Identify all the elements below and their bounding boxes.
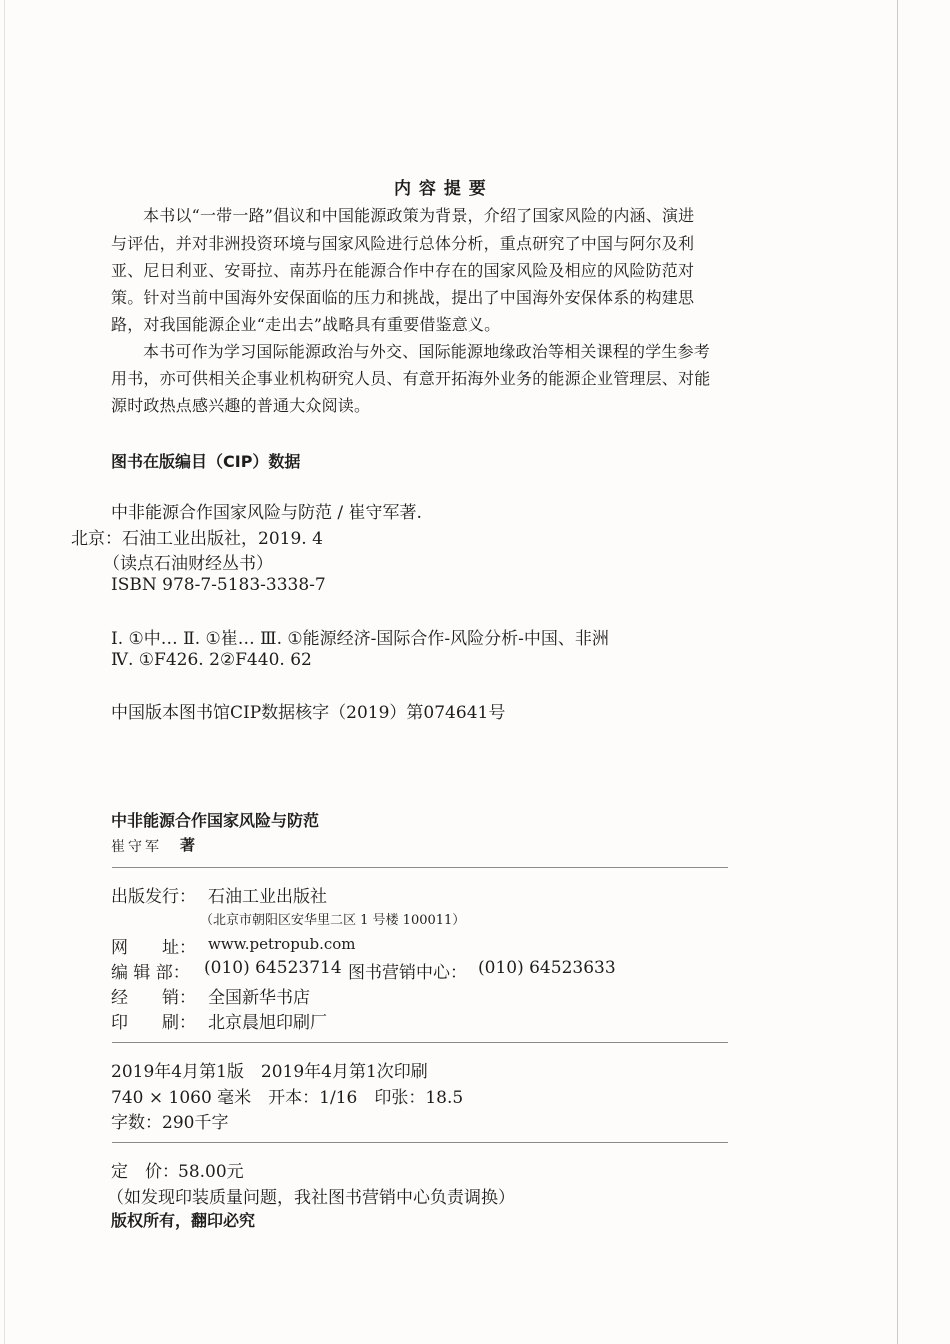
summary-p2-line-3: 源时政热点感兴趣的普通大众阅读。 [111,396,371,415]
divider-2 [112,1042,728,1043]
summary-title: 内 容 提 要 [394,179,487,199]
publisher-address: （北京市朝阳区安华里二区 1 号楼 100011） [200,913,466,928]
printer-value: 北京晨旭印刷厂 [208,1013,327,1033]
price-value: 58.00元 [178,1162,244,1182]
cip-approval: 中国版本图书馆CIP数据核字（2019）第074641号 [111,703,506,723]
quality-notice: （如发现印装质量问题，我社图书营销中心负责调换） [107,1188,515,1208]
scan-edge-line-left [4,0,5,1344]
cip-line-series: （读点石油财经丛书） [103,554,273,574]
website-label: 网 址： [111,938,196,958]
colophon-author: 崔守军 [111,839,162,855]
cip-heading: 图书在版编目（CIP）数据 [111,452,301,471]
copyright-notice: 版权所有，翻印必究 [111,1211,256,1230]
scan-edge-line [897,0,898,1344]
price-label: 定 价： [111,1162,179,1182]
marketing-phone: (010) 64523633 [478,958,616,978]
publisher-label: 出版发行： [111,887,196,907]
distributor-value: 全国新华书店 [208,988,310,1008]
distributor-label: 经 销： [111,988,196,1008]
publisher-name: 石油工业出版社 [208,887,327,907]
divider-3 [112,1142,728,1143]
colophon-book-title: 中非能源合作国家风险与防范 [111,811,320,830]
summary-p1-line-2: 与评估，并对非洲投资环境与国家风险进行总体分析，重点研究了中国与阿尔及利 [111,234,695,253]
summary-p1-line-3: 亚、尼日利亚、安哥拉、南苏丹在能源合作中存在的国家风险及相应的风险防范对 [111,261,695,280]
edition-info: 2019年4月第1版 2019年4月第1次印刷 [111,1062,428,1082]
cip-line-publisher: 北京：石油工业出版社，2019. 4 [71,529,323,549]
summary-p2-line-1: 本书可作为学习国际能源政治与外交、国际能源地缘政治等相关课程的学生参考 [143,342,711,361]
word-count: 字数：290千字 [111,1113,229,1133]
format-info: 740 × 1060 毫米 开本：1/16 印张：18.5 [111,1088,464,1108]
summary-p2-line-2: 用书，亦可供相关企事业机构研究人员、有意开拓海外业务的能源企业管理层、对能 [111,369,711,388]
printer-label: 印 刷： [111,1013,196,1033]
editorial-phone: (010) 64523714 [204,958,342,978]
summary-p1-line-4: 策。针对当前中国海外安保面临的压力和挑战，提出了中国海外安保体系的构建思 [111,288,695,307]
cip-class-line-2: Ⅳ. ①F426. 2②F440. 62 [111,650,312,670]
marketing-label: 图书营销中心： [348,963,467,983]
divider-1 [112,867,728,868]
colophon-author-role: 著 [180,836,196,854]
summary-p1-line-1: 本书以“一带一路”倡议和中国能源政策为背景，介绍了国家风险的内涵、演进 [143,206,695,225]
cip-class-line-1: Ⅰ. ①中… Ⅱ. ①崔… Ⅲ. ①能源经济-国际合作-风险分析-中国、非洲 [111,629,609,649]
website-value: www.petropub.com [208,935,356,953]
cip-line-isbn: ISBN 978-7-5183-3338-7 [111,575,326,595]
summary-p1-line-5: 路，对我国能源企业“走出去”战略具有重要借鉴意义。 [111,315,501,334]
editorial-label: 编 辑 部： [111,963,190,983]
cip-line-title: 中非能源合作国家风险与防范 / 崔守军著. [111,503,422,523]
